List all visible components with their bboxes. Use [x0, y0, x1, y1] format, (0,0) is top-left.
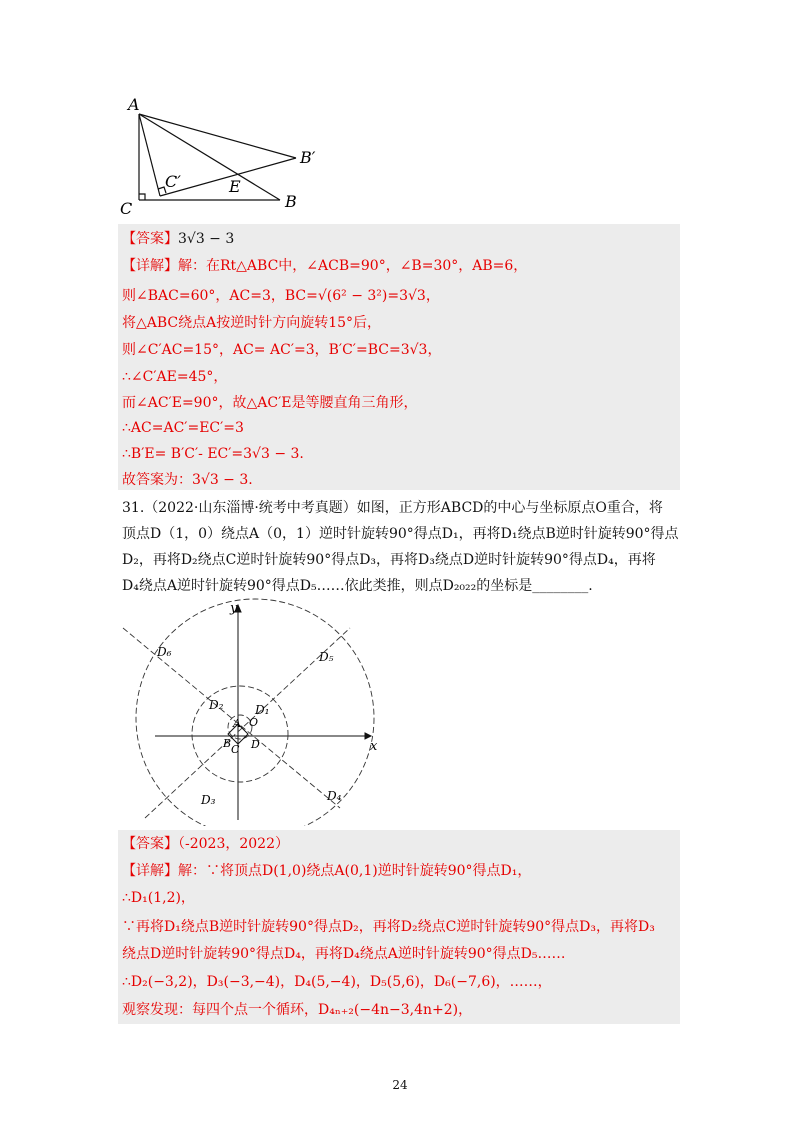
point-C: C	[231, 743, 240, 756]
q31-detail-line: ∵再将D₁绕点B逆时针旋转90°得点D₂，再将D₂绕点C逆时针旋转90°得点D₃，再将D₃	[122, 919, 655, 935]
label-C-prime: C′	[165, 172, 181, 191]
point-D: D	[251, 738, 260, 751]
answer-tag: 【答案】	[122, 836, 178, 852]
q31-detail-line: 【详解】解：∵将顶点D(1,0)绕点A(0,1)逆时针旋转90°得点D₁，	[122, 863, 532, 879]
q31-answer-line	[122, 834, 289, 854]
q30-detail-line: ∴∠C′AE=45°，	[122, 369, 228, 385]
q30-detail-line: ∴AC=AC′=EC′=3	[122, 420, 244, 436]
q31-detail-line: 绕点D逆时针旋转90°得点D₄，再将D₄绕点A逆时针旋转90°得点D₅……	[122, 946, 566, 962]
page-number: 24	[392, 1078, 408, 1092]
point-A: A	[233, 717, 241, 730]
label-C: C	[120, 199, 133, 217]
q31-text-line: 31.（2022·山东淄博·统考中考真题）如图，正方形ABCD的中心与坐标原点O重合，将	[122, 500, 663, 516]
q30-detail-line: 将△ABC绕点A按逆时针方向旋转15°后，	[122, 315, 382, 331]
point-B: B	[223, 737, 232, 750]
q30-detail-line: 而∠AC′E=90°，故△AC′E是等腰直角三角形，	[122, 395, 418, 411]
x-label: x	[370, 739, 378, 754]
label-B-prime: B′	[300, 148, 316, 167]
q30-detail-line: 则∠C′AC=15°，AC= AC′=3，B′C′=BC=3√3，	[122, 342, 442, 358]
q30-detail-line: ∴B′E= B′C′- EC′=3√3 − 3.	[122, 446, 304, 462]
point-D4: D₄	[327, 789, 342, 803]
q30-answer-line	[122, 229, 234, 249]
label-B: B	[285, 192, 297, 211]
q30-detail-line: 【详解】解：在Rt△ABC中，∠ACB=90°，∠B=30°，AB=6，	[122, 258, 528, 274]
q31-text-line: 顶点D（1，0）绕点A（0，1）逆时针旋转90°得点D₁，再将D₁绕点B逆时针旋转90°得点	[122, 526, 679, 542]
q30-answer: 3√3 − 3	[178, 231, 235, 247]
label-E: E	[229, 177, 241, 196]
q31-detail-line: ∴D₁(1,2)，	[122, 890, 195, 906]
point-D6: D₆	[157, 645, 172, 659]
point-D2: D₂	[209, 698, 224, 712]
point-D3: D₃	[201, 793, 216, 807]
q31-text-line: D₂，再将D₂绕点C逆时针旋转90°得点D₃，再将D₃绕点D逆时针旋转90°得点D₄，再将	[122, 552, 656, 568]
point-D5: D₅	[319, 650, 334, 664]
answer-tag: 【答案】	[122, 231, 178, 247]
rotation-figure	[115, 598, 385, 826]
point-D1: D₁	[255, 703, 270, 717]
point-O: O	[249, 716, 259, 729]
q31-detail-line: ∴D₂(−3,2)，D₃(−3,−4)，D₄(5,−4)，D₅(5,6)，D₆(−7,6)，……，	[122, 974, 552, 990]
q31-text-line: D₄绕点A逆时针旋转90°得点D₅……依此类推，则点D₂₀₂₂的坐标是________.	[122, 578, 593, 594]
triangle-figure	[110, 92, 330, 217]
q31-answer: （-2023，2022）	[178, 836, 289, 852]
q30-detail-line: 则∠BAC=60°，AC=3，BC=√(6² − 3²)=3√3，	[122, 288, 440, 304]
y-label: y	[230, 601, 238, 616]
q31-detail-line: 观察发现：每四个点一个循环，D₄ₙ₊₂(−4n−3,4n+2)，	[122, 1002, 473, 1018]
label-A: A	[128, 95, 140, 114]
q30-detail-line: 故答案为：3√3 − 3.	[122, 472, 253, 488]
